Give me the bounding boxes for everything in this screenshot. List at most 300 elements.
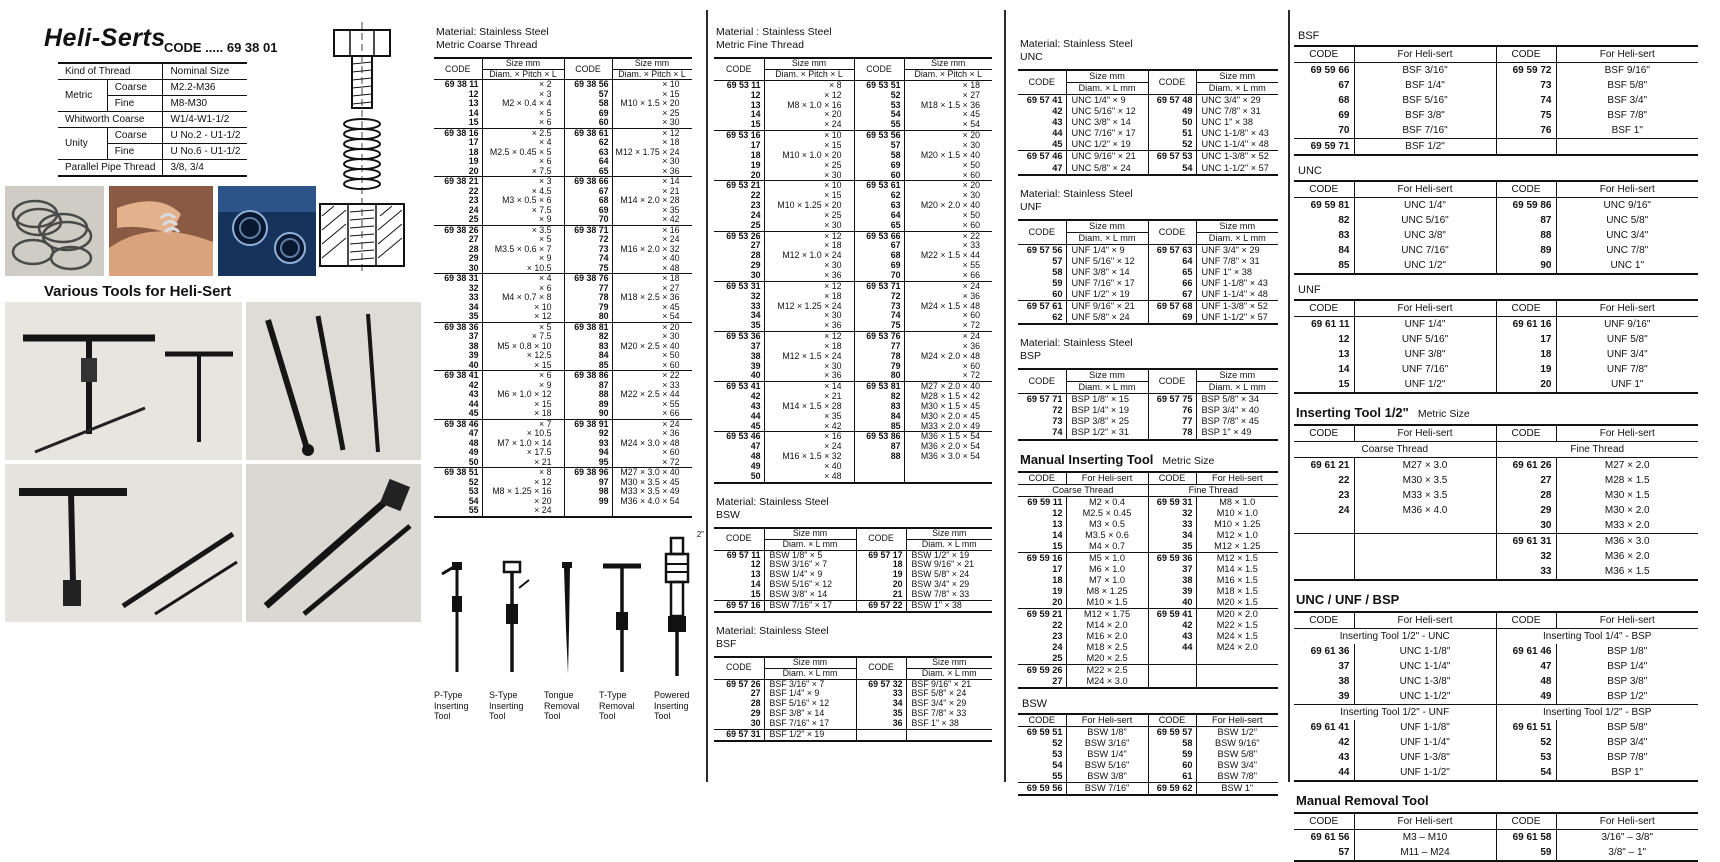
table-row [1018, 608, 1278, 620]
code-cell: 52 [1148, 139, 1196, 151]
metric-label: Metric [58, 80, 107, 112]
size-cell: M3 × 0.5 [1066, 519, 1148, 530]
size-cell: UNF 1" × 38 [1201, 266, 1252, 277]
code-cell: 24 [434, 206, 482, 216]
code-cell: 47 [1018, 163, 1066, 175]
size-subheader: Diam. × Pitch × L [612, 69, 692, 80]
size-cell [904, 472, 992, 483]
code-cell: 69 38 36 [434, 322, 482, 332]
size-cell: × 24 [662, 234, 680, 245]
unf-inserts-table-wrap [1018, 219, 1284, 325]
code-cell: 69 38 11 [434, 80, 482, 90]
code-cell: 29 [714, 261, 764, 271]
table-row [1018, 676, 1278, 688]
size-cell: M10 × 1.5 [1066, 597, 1148, 609]
size-cell: × 3 [482, 177, 564, 187]
code-cell: 69 61 11 [1294, 317, 1354, 333]
code-cell: 69 57 26 [714, 679, 764, 689]
size-cell: M6 × 1.0 [1066, 564, 1148, 575]
table-row [1294, 377, 1698, 393]
size-cell: M20 × 2.5 [1066, 653, 1148, 665]
size-cell: × 54 [662, 311, 680, 322]
size-cell: M16 × 1.5 [1216, 574, 1258, 585]
size-cell: × 24 [764, 442, 854, 452]
t-type-removal-tool-drawing [599, 560, 645, 680]
insert-photo-strip [5, 186, 316, 276]
code-cell: 23 [1018, 631, 1066, 642]
code-cell: 69 59 41 [1148, 608, 1196, 620]
size-cell: M7 × 1.0 [1066, 575, 1148, 586]
unc-unf-bsp-table-wrap [1294, 611, 1708, 782]
code-cell: 60 [854, 171, 904, 181]
size-cell: × 14 [612, 177, 692, 187]
unity-coarse-size: U No.2 - U1-1/2 [163, 128, 248, 144]
size-cell: UNC 3/4" × 29 [1201, 95, 1261, 106]
size-header: Size mm [906, 657, 992, 668]
code-cell: 69 59 57 [1148, 727, 1196, 739]
size-cell: M2.5 × 0.45 [1066, 508, 1148, 519]
code-cell: 52 [854, 91, 904, 101]
size-cell: × 35 [764, 412, 854, 422]
size-cell: M10 × 1.5 × 20 [620, 98, 680, 109]
table-row [434, 361, 692, 371]
size-header: For Heli-sert [1066, 714, 1148, 727]
thread-group-subheader: Fine Thread [1496, 442, 1698, 458]
table-row [1294, 108, 1698, 123]
size-cell: × 10 [764, 181, 854, 191]
table-row [1294, 720, 1698, 735]
code-cell: 69 38 61 [564, 128, 612, 138]
code-cell: 69 53 36 [714, 332, 764, 342]
size-subheader: Diam. × Pitch × L [904, 70, 992, 81]
size-cell: × 12.5 [482, 351, 564, 361]
code-cell: 82 [854, 392, 904, 402]
code-cell: 69 59 56 [1018, 783, 1066, 796]
code-header: CODE [1496, 300, 1556, 317]
size-cell: UNF 5/8" × 24 [1066, 312, 1148, 324]
code-cell: 69 38 86 [564, 371, 612, 381]
size-cell: × 12 [764, 91, 854, 101]
size-cell: BSF 3/16" [1354, 63, 1496, 79]
code-cell: 69 38 21 [434, 177, 482, 187]
size-cell: × 5 [482, 109, 564, 119]
code-header: CODE [854, 58, 904, 80]
table-row [1018, 564, 1278, 575]
bsf-tool-table-wrap [1294, 45, 1708, 156]
size-cell: M4 × 0.7 × 8 [482, 293, 564, 303]
code-cell: 32 [1496, 549, 1556, 564]
size-cell: × 7.5 [482, 332, 564, 342]
size-cell: BSF 7/8" × 33 [911, 708, 967, 719]
size-cell: BSW 3/4" [1217, 760, 1257, 771]
code-cell: 69 57 53 [1148, 151, 1196, 163]
table-row [1018, 771, 1278, 783]
table-row [1018, 163, 1278, 175]
size-subheader: Diam. × L mm [906, 539, 992, 550]
code-cell: 37 [434, 332, 482, 342]
size-cell: M36 × 3.0 [1556, 534, 1698, 550]
size-cell: × 22 [904, 231, 992, 241]
code-cell: 20 [1018, 597, 1066, 609]
size-cell: M12 × 1.75 × 24 [615, 146, 680, 157]
size-cell: M5 × 1.0 [1066, 552, 1148, 564]
table-row [1294, 644, 1698, 659]
code-cell: 60 [1148, 760, 1196, 771]
size-cell: UNF 7/16" [1354, 362, 1496, 377]
table-row [1294, 534, 1698, 550]
size-cell: BSP 1" × 49 [1201, 427, 1252, 438]
code-cell: 69 38 56 [564, 80, 612, 90]
code-cell: 49 [434, 448, 482, 458]
size-cell: M14 × 2.0 × 28 [620, 195, 680, 206]
size-header: Size mm [764, 657, 856, 668]
code-cell: 68 [854, 251, 904, 261]
size-cell: UNF 9/16" [1604, 319, 1651, 330]
size-cell: BSP 7/8" × 45 [1201, 416, 1259, 427]
size-cell: × 12 [612, 128, 692, 138]
code-cell [1294, 549, 1354, 564]
size-cell: M12 × 1.75 [1066, 608, 1148, 620]
size-cell: × 24 [904, 281, 992, 291]
table-row [714, 729, 992, 740]
tool-group-subheader: Inserting Tool 1/4" - BSP [1496, 629, 1698, 645]
table-row [714, 120, 992, 130]
size-header: For Heli-sert [1556, 300, 1698, 317]
code-cell: 69 57 22 [856, 600, 906, 611]
size-header: For Heli-sert [1354, 425, 1496, 442]
code-cell: 73 [1018, 416, 1066, 427]
size-cell: BSF 5/16" [1354, 93, 1496, 108]
unc-unf-bsp-heading: UNC / UNF / BSP [1296, 592, 1400, 607]
code-cell: 18 [1496, 347, 1556, 362]
code-cell: 82 [564, 332, 612, 342]
code-cell: 69 59 21 [1018, 608, 1066, 620]
code-cell: 32 [434, 284, 482, 294]
code-header: CODE [1294, 181, 1354, 198]
size-cell: BSW 7/16" [1066, 783, 1148, 796]
size-cell: × 10 [662, 79, 680, 90]
size-cell: × 18 [764, 342, 854, 352]
code-header: CODE [856, 528, 906, 550]
s-type-inserting-tool-drawing [489, 560, 535, 680]
code-cell: 69 59 62 [1148, 783, 1196, 796]
size-cell: M16 × 2.0 [1066, 631, 1148, 642]
table-row [434, 167, 692, 177]
code-cell: 50 [714, 472, 764, 483]
size-cell: UNC 9/16" × 21 [1066, 151, 1148, 163]
code-cell: 42 [1148, 620, 1196, 631]
table-row [714, 221, 992, 231]
unc-inserts-table-wrap [1018, 69, 1284, 175]
code-cell: 69 61 26 [1496, 458, 1556, 474]
size-header: Size mm [1196, 369, 1278, 382]
size-cell: M12 × 1.5 × 24 [764, 352, 854, 362]
code-cell: 62 [564, 138, 612, 148]
size-cell: × 24 [764, 120, 854, 130]
size-cell: M36 × 3.0 × 54 [920, 451, 980, 462]
size-cell: BSW 3/8" × 14 [764, 590, 856, 600]
t-type-removal-tool-figure [599, 560, 645, 722]
code-cell: 12 [714, 91, 764, 101]
table-row [1018, 620, 1278, 631]
size-cell: × 7.5 [482, 167, 564, 177]
code-cell: 33 [1496, 564, 1556, 580]
size-cell: M36 × 2.0 × 54 [920, 441, 980, 452]
size-cell: × 15 [764, 191, 854, 201]
table-row [1294, 139, 1698, 156]
code-cell: 17 [714, 141, 764, 151]
size-cell: × 50 [662, 350, 680, 361]
size-cell: × 72 [662, 456, 680, 467]
table-row [1018, 106, 1278, 117]
code-cell: 13 [434, 99, 482, 109]
size-cell: × 20 [612, 322, 692, 332]
size-cell: M30 × 1.5 × 45 [920, 400, 980, 411]
size-header: For Heli-sert [1556, 181, 1698, 198]
size-cell: M10 × 1.0 × 20 [764, 151, 854, 161]
size-cell: × 27 [962, 89, 980, 100]
size-cell: BSF 1/4" × 9 [764, 689, 856, 699]
photo-t-handle-tools [5, 302, 242, 460]
code-cell: 69 57 56 [1018, 244, 1066, 256]
code-cell: 67 [854, 241, 904, 251]
size-cell: UNF 1/4" × 9 [1066, 244, 1148, 256]
code-cell: 63 [564, 148, 612, 158]
code-cell: 69 53 56 [854, 131, 904, 141]
size-cell: × 16 [764, 432, 854, 442]
table-row [1294, 258, 1698, 274]
table-row [1294, 332, 1698, 347]
size-cell: M27 × 2.0 × 40 [904, 382, 992, 392]
size-cell: UNC 9/16" [1603, 200, 1651, 211]
size-header: For Heli-sert [1066, 472, 1148, 485]
code-cell: 38 [434, 342, 482, 352]
size-cell: × 36 [662, 165, 680, 176]
size-cell: UNC 1" [1610, 260, 1645, 271]
table-row [434, 215, 692, 225]
size-cell: × 60 [662, 447, 680, 458]
material-label: Material: Stainless Steel [1020, 337, 1133, 350]
code-cell: 99 [564, 497, 612, 507]
catalog-table [1018, 471, 1278, 690]
tool-label: Tongue Removal Tool [544, 689, 580, 722]
code-header: CODE [1294, 612, 1354, 629]
bsp-inserts-table-wrap [1018, 368, 1284, 440]
code-cell: 50 [1148, 117, 1196, 128]
catalog-table [714, 656, 992, 742]
size-cell: × 30 [662, 331, 680, 342]
code-cell: 14 [714, 110, 764, 120]
size-header: Size mm [1196, 70, 1278, 83]
photo-t-wrench-and-taps [5, 464, 242, 622]
code-cell: 27 [1018, 676, 1066, 688]
size-cell: BSF 9/16" × 21 [911, 678, 972, 689]
thread-type-label: Metric Coarse Thread [436, 39, 538, 52]
unity-fine-label: Fine [107, 144, 163, 160]
table-row [434, 312, 692, 322]
table-row [1018, 416, 1278, 427]
size-cell: BSF 3/8" × 14 [764, 709, 856, 719]
size-cell: BSP 1/2" × 31 [1066, 427, 1148, 439]
code-cell: 78 [564, 293, 612, 303]
table-row [1294, 78, 1698, 93]
table-row [714, 321, 992, 331]
code-cell: 85 [1294, 258, 1354, 274]
code-cell: 35 [434, 312, 482, 322]
size-cell: UNC 1-1/4" × 48 [1201, 139, 1269, 150]
code-cell: 69 [854, 261, 904, 271]
code-cell: 69 59 66 [1294, 63, 1354, 79]
code-cell: 17 [1496, 332, 1556, 347]
size-cell: M27 × 2.0 [1604, 460, 1650, 471]
code-cell: 22 [434, 187, 482, 197]
table-row [1018, 289, 1278, 301]
inserting-tool-half-table-wrap [1294, 424, 1708, 581]
code-cell: 43 [1294, 750, 1354, 765]
table-row [1018, 128, 1278, 139]
size-cell: M3.5 × 0.6 [1066, 530, 1148, 541]
code-cell: 60 [1018, 289, 1066, 301]
size-cell: UNC 1-1/4" [1354, 659, 1496, 674]
table-row [1018, 496, 1278, 508]
size-cell [1196, 653, 1278, 665]
code-cell: 20 [714, 171, 764, 181]
table-row [1294, 317, 1698, 333]
size-cell: M22 × 2.5 [1066, 665, 1148, 677]
code-cell: 44 [714, 412, 764, 422]
size-cell: × 60 [962, 219, 980, 230]
table-row [1018, 508, 1278, 519]
code-cell: 29 [434, 254, 482, 264]
size-cell: × 36 [662, 428, 680, 439]
size-cell: UNC 7/8" × 31 [1201, 106, 1261, 117]
size-cell: × 24 [904, 332, 992, 342]
size-cell: M24 × 2.0 [1216, 641, 1258, 652]
size-header: For Heli-sert [1556, 612, 1698, 629]
code-cell [1148, 676, 1196, 688]
size-cell: UNF 1/2" × 19 [1066, 289, 1148, 301]
code-cell: 54 [1148, 163, 1196, 175]
size-header: Size mm [482, 58, 564, 69]
code-cell: 75 [564, 264, 612, 274]
code-cell: 69 38 46 [434, 419, 482, 429]
table-row [1018, 301, 1278, 313]
size-subheader: Diam. × L mm [906, 668, 992, 679]
table-row [434, 409, 692, 419]
table-row [1294, 689, 1698, 705]
code-cell: 51 [1148, 128, 1196, 139]
tools-column [1294, 30, 1708, 862]
size-cell: M20 × 2.0 × 40 [920, 200, 980, 211]
code-cell: 42 [1294, 735, 1354, 750]
catalog-table [1294, 611, 1698, 782]
code-cell: 45 [1018, 139, 1066, 151]
size-cell: × 42 [764, 422, 854, 432]
code-cell: 64 [854, 211, 904, 221]
code-cell: 84 [854, 412, 904, 422]
tools-caption: Various Tools for Heli-Sert [44, 283, 232, 300]
code-cell [1294, 564, 1354, 580]
size-cell: × 4 [482, 138, 564, 148]
code-cell: 79 [854, 362, 904, 372]
code-cell: 24 [1018, 642, 1066, 653]
catalog-table [1294, 180, 1698, 275]
code-cell: 54 [434, 497, 482, 507]
code-cell: 47 [1496, 659, 1556, 674]
size-cell: BSF 5/8" × 24 [911, 688, 967, 699]
code-cell: 53 [1018, 749, 1066, 760]
code-cell: 33 [714, 302, 764, 312]
code-cell: 45 [714, 422, 764, 432]
code-cell: 76 [1148, 405, 1196, 416]
column-divider [706, 10, 708, 782]
size-cell: UNC 7/8" [1606, 245, 1649, 256]
table-row [1018, 738, 1278, 749]
size-cell: × 20 [764, 110, 854, 120]
unf-tool-table-wrap [1294, 299, 1708, 394]
bsw-inserts-table-wrap [714, 527, 1002, 613]
code-cell: 59 [1018, 278, 1066, 289]
size-cell: × 50 [962, 209, 980, 220]
code-cell: 85 [854, 422, 904, 432]
code-cell: 39 [714, 362, 764, 372]
table-row [1018, 394, 1278, 406]
size-cell: UNC 5/16" [1354, 213, 1496, 228]
size-cell: BSF 1/2" [1354, 139, 1496, 156]
size-cell: M11 – M24 [1354, 845, 1496, 861]
code-cell: 38 [1148, 575, 1196, 586]
size-cell: M36 × 1.5 × 54 [904, 432, 992, 442]
code-cell: 22 [714, 191, 764, 201]
code-cell: 69 [1294, 108, 1354, 123]
size-cell: × 10.5 [482, 264, 564, 274]
size-cell: × 30 [962, 190, 980, 201]
size-cell: M14 × 1.5 [1216, 563, 1258, 574]
code-cell: 30 [714, 271, 764, 281]
size-cell: BSF 3/4" [1607, 95, 1648, 106]
code-cell: 68 [1294, 93, 1354, 108]
table-row [1294, 63, 1698, 79]
code-cell [564, 506, 612, 517]
size-cell: BSF 1/2" × 19 [764, 729, 856, 740]
code-cell: 13 [1294, 347, 1354, 362]
size-cell: M10 × 1.25 × 20 [764, 201, 854, 211]
code-cell: 57 [1294, 845, 1354, 861]
pipe-label: Parallel Pipe Thread [58, 160, 163, 177]
size-cell: BSW 5/16" × 12 [764, 580, 856, 590]
table-row [434, 264, 692, 274]
size-cell: × 3 [482, 90, 564, 100]
code-cell [856, 729, 906, 740]
bsw-tool-table-wrap [1018, 713, 1284, 796]
code-cell: 25 [434, 215, 482, 225]
code-cell: 58 [1018, 267, 1066, 278]
size-cell: UNF 1-1/8" [1354, 720, 1496, 735]
code-cell: 14 [434, 109, 482, 119]
photo-powered-taps [246, 464, 421, 622]
code-cell: 67 [1148, 289, 1196, 301]
size-cell: × 4 [482, 274, 564, 284]
code-cell: 34 [434, 303, 482, 313]
code-cell: 24 [714, 211, 764, 221]
size-cell: × 15 [482, 361, 564, 371]
main-code-label: CODE ..... 69 38 01 [164, 40, 278, 55]
code-cell: 30 [1496, 518, 1556, 534]
size-cell: × 18 [764, 292, 854, 302]
size-cell: M30 × 2.0 [1604, 505, 1650, 516]
code-cell: 40 [434, 361, 482, 371]
size-subheader: Diam. × L mm [764, 539, 856, 550]
